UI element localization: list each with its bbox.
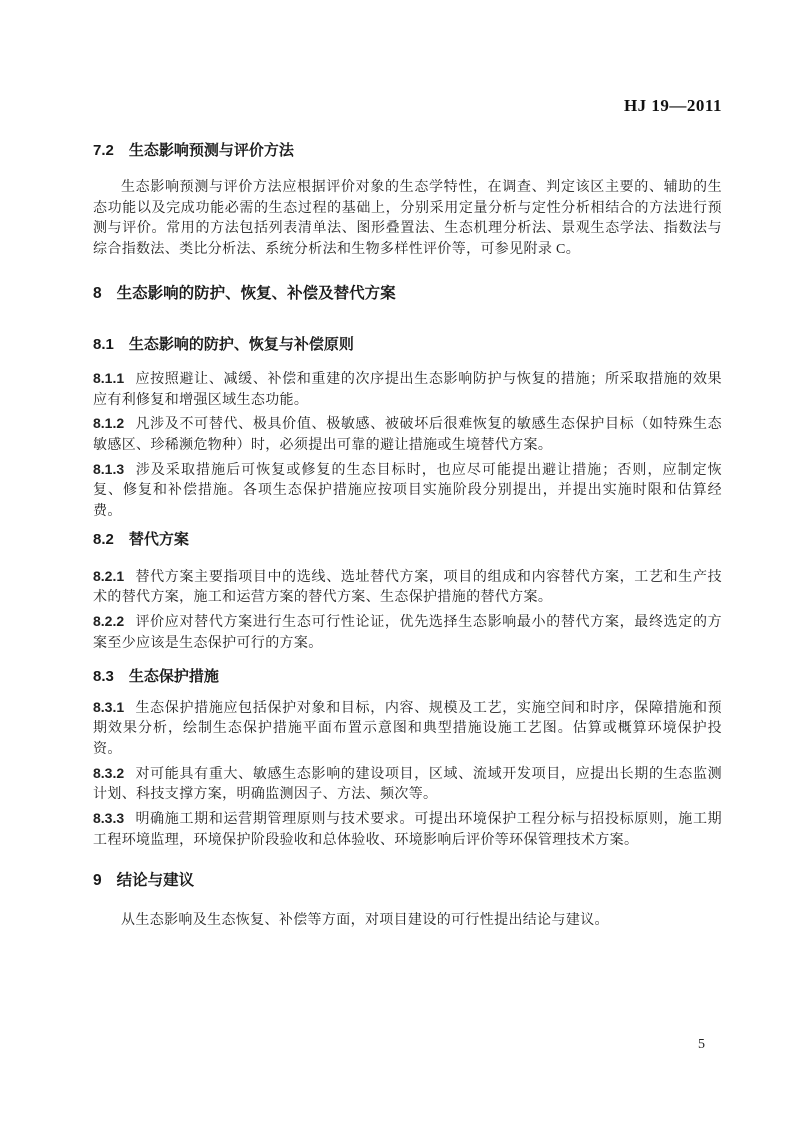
clause-8-1-3 [93, 459, 722, 523]
clause-text: 凡涉及不可替代、极具价值、极敏感、被破坏后很难恢复的敏感生态保护目标（如特殊生态敏感区、珍稀濒危物种）时，必须提出可靠的避让措施或生境替代方案。 [93, 417, 722, 453]
heading-8-1 [93, 336, 722, 353]
clause-number: 8.2.2 [93, 613, 125, 630]
page-number: 5 [698, 1037, 705, 1052]
section-title: 替代方案 [128, 530, 189, 548]
clause-text: 替代方案主要指项目中的选线、选址替代方案，项目的组成和内容替代方案，工艺和生产技术的替代方案，施工和运营方案的替代方案、生态保护措施的替代方案。 [93, 569, 722, 606]
heading-7-2 [93, 142, 722, 159]
section-number: 8.1 [93, 335, 114, 353]
clause-number: 8.1.3 [93, 460, 125, 477]
heading-8 [93, 285, 722, 302]
clause-number: 8.1.2 [93, 415, 125, 432]
clause-text: 应按照避让、减缓、补偿和重建的次序提出生态影响防护与恢复的措施；所采取措施的效果应有利修复和增强区域生态功能。 [93, 371, 722, 408]
clause-8-3-2 [93, 763, 722, 806]
section-title: 生态保护措施 [128, 667, 219, 685]
clause-number: 8.3.1 [93, 698, 125, 715]
clause-number: 8.2.1 [93, 567, 125, 584]
clause-text: 生态保护措施应包括保护对象和目标，内容、规模及工艺，实施空间和时序，保障措施和预期效果分析，绘制生态保护措施平面布置示意图和典型措施设施工艺图。估算或概算环境保护投资。 [93, 700, 722, 757]
heading-8-2 [93, 531, 722, 548]
section-title: 生态影响的防护、恢复、补偿及替代方案 [116, 284, 396, 302]
clause-8-1-2 [93, 413, 722, 456]
clause-text: 涉及采取措施后可恢复或修复的生态目标时，也应尽可能提出避让措施；否则，应制定恢复、修复和补偿措施。各项生态保护措施应按项目实施阶段分别提出，并提出实施时限和估算经费。 [93, 462, 722, 520]
clause-text: 评价应对替代方案进行生态可行性论证，优先选择生态影响最小的替代方案，最终选定的方案至少应该是生态保护可行的方案。 [93, 615, 722, 651]
section-number: 7.2 [93, 142, 114, 159]
section-title: 结论与建议 [116, 872, 195, 890]
heading-9 [93, 872, 722, 889]
clause-8-2-2 [93, 611, 722, 654]
paragraph-prediction-methods: 生态影响预测与评价方法应根据评价对象的生态学特性，在调查、判定该区主要的、辅助的生态功能以及完成功能必需的生态过程的基础上，分别采用定量分析与定性分析相结合的方法进行预测与评价。常用的方法包括列表清单法、图形叠置法、生态机理分析法、景观生态学法、指数法与综合指数法、类比分析法、系统分析法和生物多样性评价等，可参见附录 C。 [93, 180, 722, 258]
clause-text: 明确施工期和运营期管理原则与技术要求。可提出环境保护工程分标与招投标原则，施工期工程环境监理，环境保护阶段验收和总体验收、环境影响后评价等环保管理技术方案。 [93, 812, 722, 848]
paragraph-conclusion: 从生态影响及生态恢复、补偿等方面，对项目建设的可行性提出结论与建议。 [121, 913, 609, 929]
heading-8-3 [93, 668, 722, 685]
section-title: 生态影响的防护、恢复与补偿原则 [128, 335, 354, 353]
standard-code: HJ 19—2011 [623, 96, 722, 115]
section-number: 9 [93, 872, 102, 890]
section-title: 生态影响预测与评价方法 [128, 142, 294, 159]
clause-8-1-1 [93, 368, 722, 411]
clause-number: 8.1.1 [93, 369, 125, 386]
clause-text: 对可能具有重大、敏感生态影响的建设项目，区域、流域开发项目，应提出长期的生态监测计划、科技支撑方案，明确监测因子、方法、频次等。 [93, 766, 722, 803]
section-number: 8.2 [93, 530, 114, 548]
clause-number: 8.3.2 [93, 764, 125, 781]
section-number: 8.3 [93, 667, 114, 685]
section-number: 8 [93, 284, 102, 302]
clause-8-2-1 [93, 566, 722, 609]
clause-8-3-3 [93, 808, 722, 851]
document-content [93, 0, 722, 932]
clause-number: 8.3.3 [93, 810, 125, 827]
page-header [93, 96, 722, 116]
clause-8-3-1 [93, 697, 722, 761]
